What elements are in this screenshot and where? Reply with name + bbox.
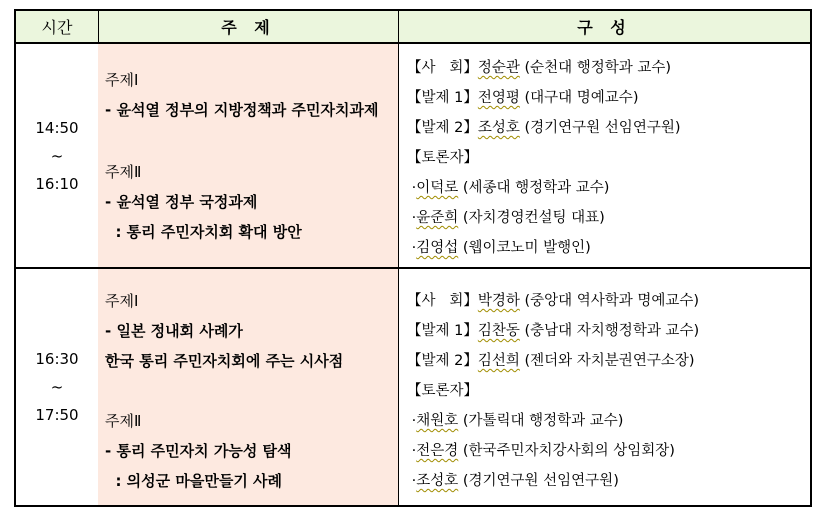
- participant-row: ·김영섭 (웹이코노미 발행인): [407, 240, 591, 256]
- time-end: 17:50: [35, 406, 79, 424]
- schedule-table: [14, 9, 812, 507]
- participant-row: ·이덕로 (세종대 행정학과 교수): [407, 180, 610, 196]
- topic-title: - 윤석열 정부의 지방정책과 주민자치과제: [105, 101, 379, 119]
- participant-row: ·채원호 (가톨릭대 행정학과 교수): [407, 413, 624, 429]
- header-time: 시간: [16, 11, 98, 44]
- participant-row: 【사 회】박경하 (중앙대 역사학과 명예교수): [407, 293, 700, 309]
- topic-label: 주제Ⅰ: [105, 292, 139, 310]
- participant-row: 【발제 1】김찬동 (충남대 자치행정학과 교수): [407, 323, 700, 339]
- header-composition: 구 성: [399, 11, 810, 44]
- time-end: 16:10: [35, 175, 79, 193]
- participant-row: 【발제 1】전영평 (대구대 명예교수): [407, 90, 639, 106]
- participant-row: 【발제 2】조성호 (경기연구원 선임연구원): [407, 120, 681, 136]
- participant-row: ·전은경 (한국주민자치강사회의 상임회장): [407, 443, 675, 459]
- session-2-topic-cell: [98, 269, 398, 505]
- column-divider: [398, 11, 399, 505]
- topic-title: - 일본 정내회 사례가: [105, 322, 243, 340]
- time-start: 14:50: [35, 119, 79, 137]
- time-separator: ~: [50, 378, 64, 396]
- participant-row: ·윤준희 (자치경영컨설팅 대표): [407, 210, 605, 226]
- header-topic: 주 제: [98, 11, 399, 44]
- topic-label: 주제Ⅰ: [105, 71, 139, 89]
- time-separator: ~: [50, 147, 64, 165]
- topic-label: 주제Ⅱ: [105, 412, 142, 430]
- topic-label: 주제Ⅱ: [105, 163, 142, 181]
- discussant-heading: 【토론자】: [407, 383, 479, 399]
- topic-subtitle: : 의성군 마을만들기 사례: [105, 472, 283, 490]
- participant-row: ·조성호 (경기연구원 선임연구원): [407, 473, 619, 489]
- session-1-topic-cell: [98, 44, 398, 267]
- session-2-time: [16, 345, 98, 429]
- topic-title: - 통리 주민자치 가능성 탐색: [105, 442, 292, 460]
- time-start: 16:30: [35, 350, 79, 368]
- discussant-heading: 【토론자】: [407, 150, 479, 166]
- participant-row: 【사 회】정순관 (순천대 행정학과 교수): [407, 60, 672, 76]
- participant-row: 【발제 2】김선희 (젠더와 자치분권연구소장): [407, 353, 695, 369]
- topic-title: - 윤석열 정부 국정과제: [105, 193, 258, 211]
- topic-title: 한국 통리 주민자치회에 주는 시사점: [105, 352, 344, 370]
- topic-subtitle: : 통리 주민자치회 확대 방안: [105, 223, 302, 241]
- session-1-time: [16, 114, 98, 198]
